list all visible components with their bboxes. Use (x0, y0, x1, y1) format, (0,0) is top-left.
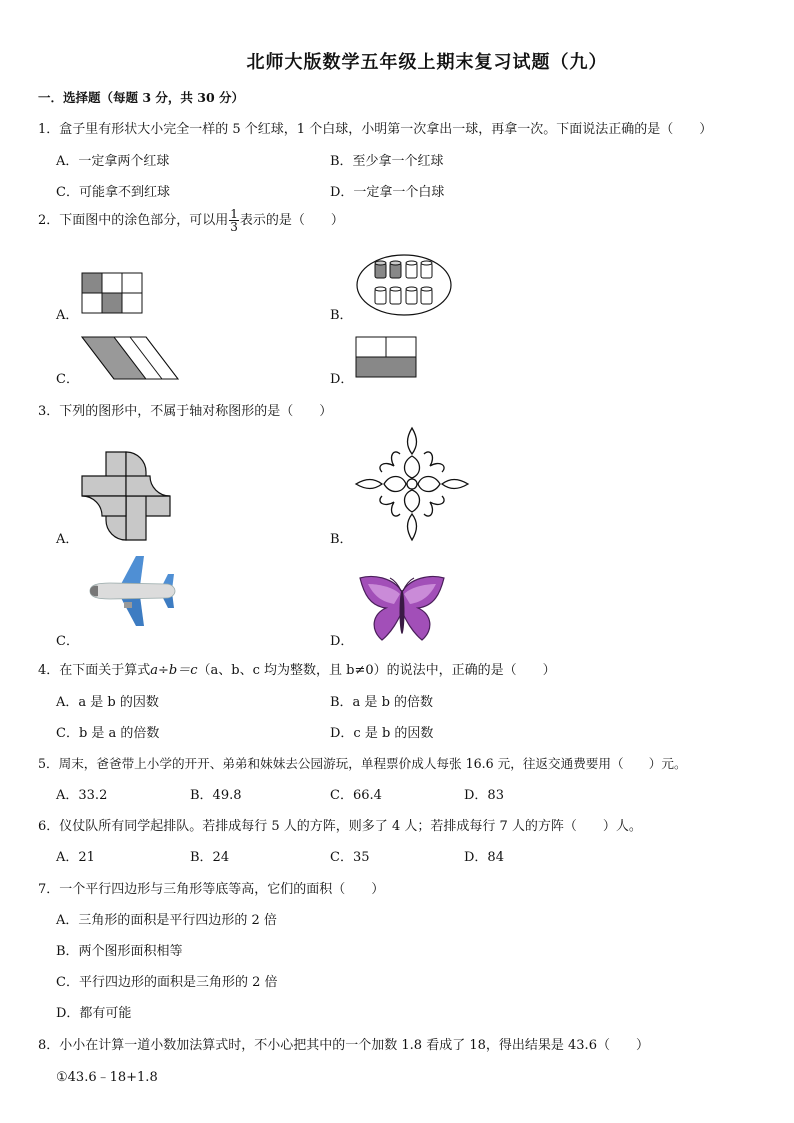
butterfly-icon (356, 574, 448, 644)
q2-stem-post: 表示的是（ ） (239, 213, 344, 228)
q2-option-c: C． (56, 372, 79, 387)
fraction-one-third (229, 208, 239, 233)
q6-option-c: C．35 (330, 850, 370, 865)
q4-expression: a÷b＝c (150, 663, 198, 678)
q7-option-c: C．平行四边形的面积是三角形的 2 倍 (56, 975, 278, 990)
symmetric-ornament-icon (354, 426, 470, 542)
q6-option-a: A．21 (56, 850, 95, 865)
q5-option-d: D．83 (464, 788, 504, 803)
pinwheel-icon (80, 450, 172, 542)
q6-option-b: B．24 (190, 850, 230, 865)
q7-option-b: B．两个图形面积相等 (56, 944, 183, 959)
grid-six-cells-figure (82, 273, 144, 315)
q4-option-a: A．a 是 b 的因数 (56, 695, 159, 710)
q1-option-d: D．一定拿一个白球 (330, 185, 445, 200)
q5-option-a: A．33.2 (56, 788, 108, 803)
q3-option-a: A． (56, 532, 79, 547)
q2-stem-pre: 2．下面图中的涂色部分，可以用 (38, 213, 229, 228)
parallelogram-strips-figure (82, 337, 182, 381)
question-7-stem: 7．一个平行四边形与三角形等底等高，它们的面积（ ） (38, 882, 385, 897)
question-5-stem: 5．周末，爸爸带上小学的开开、弟弟和妹妹去公园游玩，单程票价成人每张 16.6 元，往返交通费要用（ ）元。 (38, 756, 687, 771)
q8-option-1: ①43.6﹣18+1.8 (56, 1070, 158, 1085)
q5-option-b: B．49.8 (190, 788, 242, 803)
q3-option-c: C． (56, 634, 79, 649)
question-8-stem: 8．小小在计算一道小数加法算式时，不小心把其中的一个加数 1.8 看成了 18，得出结果是 43.6（ ） (38, 1038, 649, 1053)
question-2-stem (38, 208, 344, 233)
question-4-stem (38, 659, 556, 678)
question-1-stem: 1．盒子里有形状大小完全一样的 5 个红球，1 个白球，小明第一次拿出一球，再拿一次。下面说法正确的是（ ） (38, 122, 713, 137)
q1-option-a: A．一定拿两个红球 (56, 154, 170, 169)
q4-stem-pre: 4．在下面关于算式 (38, 663, 151, 678)
section-heading: 一．选择题（每题 3 分，共 30 分） (38, 90, 245, 105)
airplane-icon (80, 556, 176, 626)
ellipse-cups-figure (356, 253, 452, 317)
fraction-numerator: 1 (230, 207, 238, 221)
question-6-stem: 6．仪仗队所有同学起排队。若排成每行 5 人的方阵，则多了 4 人；若排成每行 7 人的方阵（ ）人。 (38, 819, 642, 834)
page-title: 北师大版数学五年级上期末复习试题（九） (246, 52, 608, 73)
fraction-denominator: 3 (230, 220, 238, 234)
q1-option-c: C．可能拿不到红球 (56, 185, 170, 200)
question-3-stem: 3．下列的图形中，不属于轴对称图形的是（ ） (38, 404, 333, 419)
q2-option-d: D． (330, 372, 354, 387)
q7-option-d: D．都有可能 (56, 1006, 132, 1021)
q6-option-d: D．84 (464, 850, 504, 865)
q4-stem-mid: （a、b、c 均为整数，且 b≠0）的说法中，正确的是（ ） (197, 663, 556, 678)
q3-option-d: D． (330, 634, 354, 649)
rectangle-thirds-figure (356, 337, 418, 379)
q4-option-b: B．a 是 b 的倍数 (330, 695, 434, 710)
q4-option-c: C．b 是 a 的倍数 (56, 726, 160, 741)
q2-option-b: B． (330, 308, 353, 323)
q2-option-a: A． (56, 308, 79, 323)
q7-option-a: A．三角形的面积是平行四边形的 2 倍 (56, 913, 277, 928)
q3-option-b: B． (330, 532, 353, 547)
q1-option-b: B．至少拿一个红球 (330, 154, 444, 169)
q4-option-d: D．c 是 b 的因数 (330, 726, 434, 741)
q5-option-c: C．66.4 (330, 788, 382, 803)
